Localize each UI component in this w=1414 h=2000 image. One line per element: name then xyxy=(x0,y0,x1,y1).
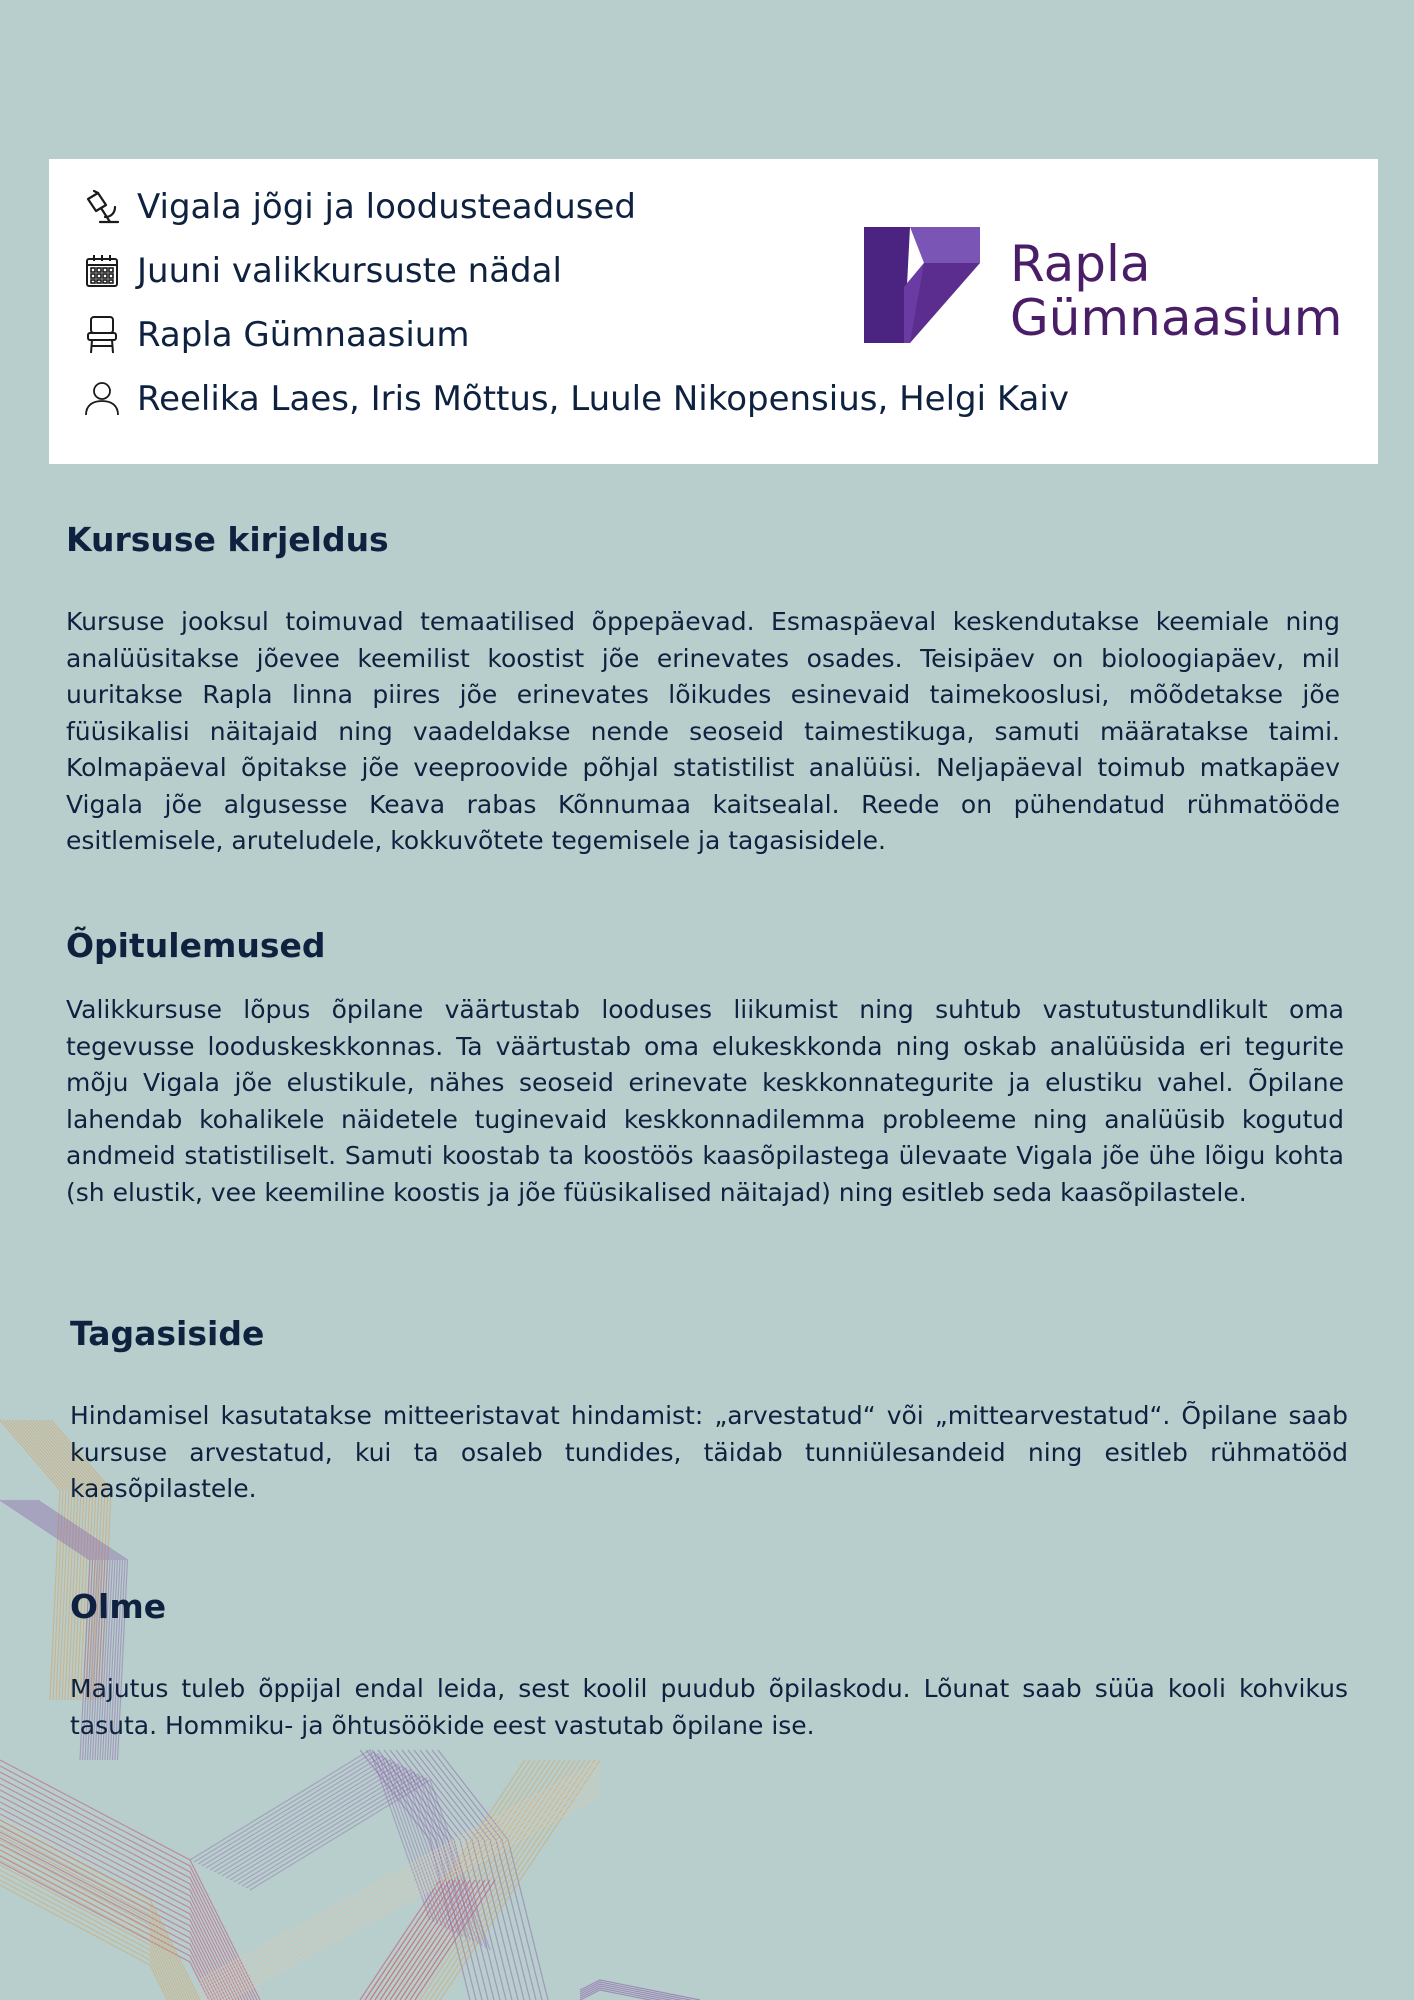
course-topic: Vigala jõgi ja loodusteadused xyxy=(137,187,636,227)
logo-text-line2: Gümnaasium xyxy=(1010,289,1343,347)
teachers-row xyxy=(83,375,1069,423)
section-description xyxy=(66,520,1340,860)
section-title: Olme xyxy=(70,1587,167,1626)
decor-line xyxy=(400,1880,480,2000)
school-name: Rapla Gümnaasium xyxy=(137,315,470,355)
teachers-list: Reelika Laes, Iris Mõttus, Luule Nikopensius, Helgi Kaiv xyxy=(137,379,1069,419)
section-feedback xyxy=(70,1314,1348,1508)
school-row xyxy=(83,311,469,359)
decor-line xyxy=(430,1760,590,2000)
schedule-row xyxy=(83,247,562,295)
section-text: Majutus tuleb õppijal endal leida, sest koolil puudub õpilaskodu. Lõunat saab süüa kooli kohvikus tasuta. Hommiku- ja õhtusöökide eest vastutab õpilane ise. xyxy=(70,1674,1348,1740)
school-logo xyxy=(864,227,1344,347)
decor-line xyxy=(200,1772,600,1992)
chair-icon xyxy=(83,316,121,354)
section-text: Valikkursuse lõpus õpilane väärtustab looduses liikumist ning suhtub vastutustundlikult oma tegevusse looduskeskkonnas. Ta väärtustab oma elukeskkonda ning oskab analüüsida eri tegurite mõju Vigala jõe elustikule, nähes seoseid erinevate keskkonnategurite ja elustiku vahel. Õpilane lahendab kohalikele näidetele tuginevaid keskkonnadilemma probleeme ning analüüsib kogutud andmeid statistiliselt. Samuti koostab ta koostöös kaasõpilastega ülevaate Vigala jõe ühe lõigu kohta (sh elustik, vee keemiline koostis ja jõe füüsikalised näitajad) ning esitleb seda kaasõpilastele. xyxy=(66,995,1344,1207)
section-title: Õpitulemused xyxy=(66,926,326,965)
course-schedule: Juuni valikkursuste nädal xyxy=(137,251,562,291)
section-text: Hindamisel kasutatakse mitteeristavat hindamist: „arvestatud“ või „mittearvestatud“. Õpilane saab kursuse arvestatud, kui ta osaleb tundides, täidab tunniülesandeid ning esitleb rühmatööd kaasõpilastele. xyxy=(70,1401,1348,1503)
course-info-card xyxy=(49,159,1378,464)
decor-line xyxy=(390,1880,470,2000)
section-text: Kursuse jooksul toimuvad temaatilised õppepäevad. Esmaspäeval keskendutakse keemiale ning analüüsitakse jõevee keemilist koostist jõe erinevates osades. Teisipäev on bioloogiapäev, mil uuritakse Rapla linna piires jõe erinevates lõikudes esinevaid taimekooslusi, mõõdetakse jõe füüsikalisi näitajaid ning vaadeldakse nende seoseid taimestikuga, samuti määratakse taimi. Kolmapäeval õpitakse jõe veeproovide põhjal statistilist analüüsi. Neljapäeval toimub matkapäev Vigala jõe algusesse Keava rabas Kõnnumaa kaitsealal. Reede on pühendatud rühmatööde esitlemisele, aruteludele, kokkuvõtete tegemisele ja tagasisidele. xyxy=(66,607,1340,855)
section-living xyxy=(70,1587,1348,1744)
logo-mark xyxy=(864,227,980,343)
person-icon xyxy=(83,380,121,418)
topic-row xyxy=(83,183,636,231)
section-outcomes xyxy=(66,926,1344,1211)
calendar-icon xyxy=(83,252,121,290)
logo-text-line1: Rapla xyxy=(1010,235,1151,293)
microscope-icon xyxy=(83,188,121,226)
decor-line xyxy=(370,1880,450,2000)
section-title: Kursuse kirjeldus xyxy=(66,520,389,559)
section-title: Tagasiside xyxy=(70,1314,265,1353)
decor-line xyxy=(0,1845,200,2000)
